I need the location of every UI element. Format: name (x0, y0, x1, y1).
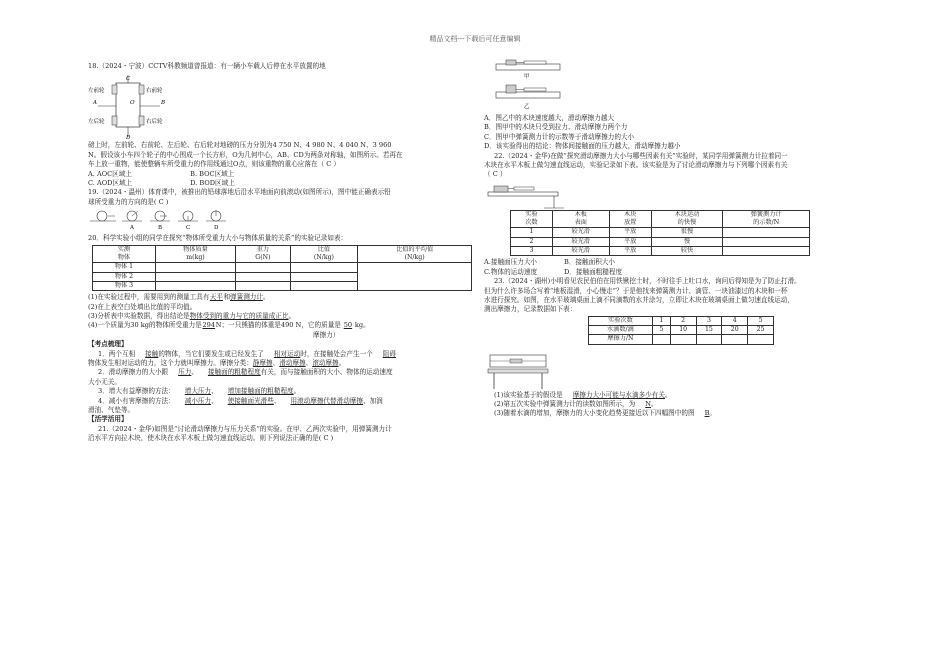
left-column (88, 62, 488, 444)
page-header: 精品文档---下载后可任意编辑 (429, 35, 521, 43)
q19-option-d-figure (206, 210, 226, 231)
right-column (484, 58, 884, 419)
q18-body-3: 车上放一重物，能使整辆车所受重力的作用线通过O点，则该重物的重心应落在（ C ） (88, 160, 341, 169)
q22-stem-2: 木块在水平木板上做匀速直线运动，实验记录如下表。该实验是为了讨论滑动摩擦力与下列哪个因素有关 (484, 161, 788, 170)
table-row: 3 较光滑 平放 较快 (511, 247, 810, 256)
q20-answer-4: (4)一个质量为30 kg的物体所受重力是294N；一只熊猫的体重是490 N，它的质量是 50 kg。 (88, 321, 370, 330)
q18-body-2: N。假设该小车四个轮子的中心围成一个长方形，O为几何中心，AB、CD为两条对称轴，如图所示。若再在 (88, 150, 403, 159)
table-row: 物体 2 (93, 272, 472, 281)
label-left-front: 左前轮 (88, 88, 105, 95)
kd-line-3: 2．滑动摩擦力的大小跟 压力、 接触面的粗糙程度有关，而与接触面积的大小、物体的运动速度 (98, 368, 393, 377)
table-row: 物体 3 (93, 281, 472, 290)
q18-car-figure (88, 73, 228, 139)
kd-line-4: 大小无关。 (88, 377, 121, 386)
label-right-front: 右前轮 (146, 88, 163, 95)
q18-option-c: C. AOD区域上 (88, 179, 133, 188)
q18-option-a: A. AOC区域上 (88, 169, 132, 178)
q20-answer-3: (3)分析表中实验数据，得出结论是物体受到的重力与它的质量成正比。 (88, 311, 296, 320)
kd-title: 【考点梳理】 (88, 340, 128, 349)
hx-title: 【活学活用】 (88, 415, 128, 424)
q20-answer-1: (1)在实验过程中，需要用到的测量工具有天平和弹簧测力计。 (88, 293, 270, 302)
table-row: 实验次数 1 2 3 4 5 (589, 316, 774, 325)
q23-answer-2: (2)第五次实验中弹簧测力计的读数如图所示，为 N。 (494, 400, 658, 409)
q19-option-b-figure (150, 211, 170, 231)
label-D: D (126, 135, 131, 140)
q23-stem-2: 但为什么许多场合写着“地板湿滑，小心慢走”？于是他找来弹簧测力计、滴管、一块油漆过的木块和一杯 (484, 286, 788, 295)
label-C: C (126, 76, 131, 83)
table-row: 1 较光滑 平放 很慢 (511, 228, 810, 237)
table-row: 物体 1 (93, 263, 472, 272)
q22-figure (484, 180, 574, 210)
q20-header-1: 实测 物体 (93, 245, 156, 263)
q23-stem-1: 23.（2024・湖州)小明看见农民伯伯在用铁锹挖土时，不时往手上吐口水，询问后得知是为了防止打滑。 (494, 277, 801, 286)
q18-option-d: D. BOD区域上 (190, 179, 235, 188)
q19-ball-main (90, 211, 116, 221)
q22-stem-3: （ C ） (484, 170, 507, 179)
q19-label-b: B (158, 225, 163, 232)
q21-option-c: C．图甲中弹簧测力计的示数等于滑动摩擦力的大小 (484, 132, 635, 141)
label-B: B (161, 100, 166, 107)
q21-stem-1: 21.（2024・金华)如图是“讨论滑动摩擦力与压力关系”的实验。在甲、乙两次实验中，用弹簧测力计 (98, 424, 392, 433)
q19-label-a: A (130, 225, 134, 232)
q20-header-2: 物体质量 m(kg) (155, 245, 235, 263)
label-A: A (93, 100, 97, 107)
q21-option-d: D．该实验得出的结论：物体间接触面的压力越大，滑动摩擦力越小 (484, 142, 681, 151)
q19-label-c: C (186, 225, 191, 232)
q20-header-3: 重力 G(N) (236, 245, 290, 263)
kd-line-2: 物体发生相对运动的力，这个力就叫摩擦力。摩擦分类：静摩擦、滑动摩擦、滚动摩擦。 (88, 358, 346, 367)
table-row: 实验 次数 木板 表面 木块 放置 木块运动 的快慢 弹簧测力计 的示数/N (511, 210, 810, 228)
q20-header-4: 比值 (N/kg) (290, 245, 358, 263)
kd-line-6: 4．减小有害摩擦的方法： 减小压力、 使接触面光滑些、 用滚动摩擦代替滑动摩擦、加润 (98, 396, 383, 405)
q23-stem-4: 测出摩擦力，记录数据如下表： (484, 305, 577, 314)
q19-figure (88, 207, 238, 231)
label-O: O (130, 100, 135, 107)
q22-table (510, 210, 810, 256)
q19-label-d: D (214, 225, 219, 232)
q21-option-a: A．图乙中的木块速度越大，滑动摩擦力越大 (484, 114, 615, 122)
table-row: 2 较光滑 平放 慢 (511, 237, 810, 246)
q23-table (588, 316, 774, 345)
kd-line-1: 1．两个互相 接触的物体，当它们要发生或已经发生了 相对运动时，在接触处会产生一个 阻碍 (98, 349, 396, 358)
q23-answer-1: (1)该实验基于的假设是 摩擦力大小可能与水滴多少有关。 (494, 390, 672, 399)
q19-option-a-figure (122, 211, 142, 231)
q23-answer-3: (3)随着水滴的增加，摩擦力的大小变化趋势更接近以下四幅图中的图 B。 (494, 409, 717, 418)
q21-figure (484, 58, 594, 114)
label-left-back: 左后轮 (88, 119, 105, 126)
table-row: 水滴数/滴 5 10 15 20 25 (589, 326, 774, 335)
kd-line-5: 3．增大有益摩擦的方法： 增大压力、 增加接触面的粗糙程度。 (98, 387, 301, 396)
q22-stem-1: 22.（2024・金华)在做“探究滑动摩擦力大小与哪些因素有关”实验时，某同学用弹簧测力计拉着同一 (494, 151, 788, 160)
q20-tail: 摩擦力） (313, 330, 340, 339)
kd-line-7: 滑油、气垫等。 (88, 406, 135, 415)
q18-stem: 18.（2024・宁波）CCTV科教频道曾报道：有一辆小车载人后停在水平放置的地 (88, 62, 326, 70)
q18-body-1: 磅上时，左前轮、右前轮、左后轮、右后轮对地磅的压力分别为4 750 N、4 980 N、4 040 N、3 960 (88, 141, 392, 150)
q19-stem-2: 球所受重力的方向的是( C ) (88, 197, 169, 206)
fig-label-yi: 乙 (524, 104, 530, 110)
q20-header-5: 比值的平均值 (N/kg) (358, 245, 472, 263)
q20-stem: 20．科学实验小组的同学在探究“物体所受重力大小与物体质量的关系”的实验记录如表： (88, 234, 348, 243)
q23-stem-3: 水进行探究。如图，在水平玻璃桌面上滴不同滴数的水并涂匀，立即让木块在玻璃桌面上做匀速直线运动， (484, 295, 794, 304)
q21-stem-2: 沿水平方向拉木块，使木块在水平木板上做匀速直线运动。则下列说法正确的是( C ) (88, 434, 334, 443)
q22-options-1: A.接触面压力大小 B．接触面积大小 (484, 258, 616, 267)
q18-option-b: B. BOC区域上 (190, 169, 235, 178)
q18-options-1 (88, 170, 488, 179)
table-row: 摩擦力/N (589, 335, 774, 344)
q21-option-b: B．图甲中的木块只受到拉力、滑动摩擦力两个力 (484, 123, 628, 132)
q19-option-c-figure (178, 211, 198, 231)
label-right-back: 右后轮 (146, 119, 163, 126)
q20-table (92, 245, 472, 291)
fig-label-jia: 甲 (524, 74, 530, 80)
q23-figure (484, 347, 564, 391)
q20-answer-2: (2)在上表空白处填出比值的平均值。 (88, 302, 197, 311)
table-row (93, 245, 472, 263)
q19-stem-1: 19.（2024・温州）体育课中，被推出的铅球落地后沿水平地面向前滚动(如图所示)，图中能正确表示铅 (88, 188, 391, 197)
q22-options-2: C.物体的运动速度 D．接触面粗糙程度 (484, 267, 623, 276)
